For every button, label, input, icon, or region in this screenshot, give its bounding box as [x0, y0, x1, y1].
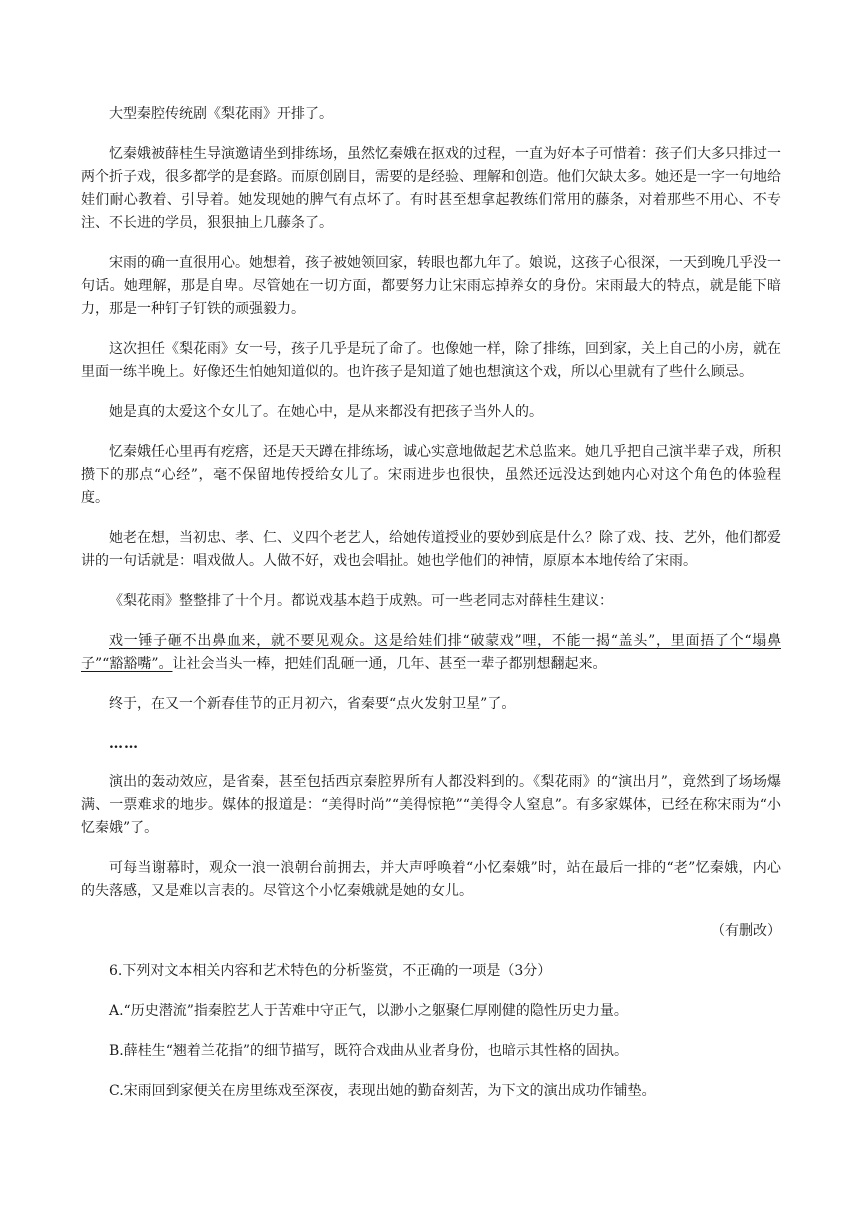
passage-paragraph-6: 忆秦娥任心里再有疙瘩，还是天天蹲在排练场，诚心实意地做起艺术总监来。她几乎把自己演半辈子戏，所积攒下的那点“心经”，毫不保留地传授给女儿了。宋雨进步也很快，虽然还远没达到她内心对这个角色的体验程度。 [81, 444, 781, 506]
option-b: B.薛桂生“翘着兰花指”的细节描写，既符合戏曲从业者身份，也暗示其性格的固执。 [109, 1043, 629, 1059]
passage-paragraph-5: 她是真的太爱这个女儿了。在她心中，是从来都没有把孩子当外人的。 [109, 404, 543, 420]
passage-paragraph-10: 终于，在又一个新春佳节的正月初六，省秦要“点火发射卫星”了。 [109, 696, 516, 712]
omission-ellipsis: …… [109, 736, 139, 752]
question-stem: 6.下列对文本相关内容和艺术特色的分析鉴赏，不正确的一项是（3分） [109, 963, 552, 979]
quote-tail: 让社会当头一棒，把娃们乱砸一通，几年、甚至一辈子都别想翻起来。 [172, 656, 607, 672]
option-c: C.宋雨回到家便关在房里练戏至深夜，表现出她的勤奋刻苦，为下文的演出成功作铺垫。 [109, 1083, 656, 1099]
passage-paragraph-4: 这次担任《梨花雨》女一号，孩子几乎是玩了命了。也像她一样，除了排练，回到家，关上自己的小房，就在里面一练半晚上。好像还生怕她知道似的。也许孩子是知道了她也想演这个戏，所以心里就有了些什么顾忌。 [81, 341, 781, 380]
document-content [81, 103, 781, 1120]
quoted-advice-paragraph [81, 630, 781, 676]
passage-paragraph-2: 忆秦娥被薛桂生导演邀请坐到排练场，虽然忆秦娥在抠戏的过程，一直为好本子可惜着：孩子们大多只排过一两个折子戏，很多都学的是套路。而原创剧目，需要的是经验、理解和创造。他们欠缺太多。她还是一字一句地给娃们耐心教着、引导着。她发现她的脾气有点坏了。有时甚至想拿起教练们常用的藤条，对着那些不用心、不专注、不长进的学员，狠狠抽上几藤条了。 [81, 146, 781, 231]
option-a: A.“历史潜流”指秦腔艺人于苦难中守正气，以渺小之躯聚仁厚刚健的隐性历史力量。 [109, 1003, 628, 1019]
passage-paragraph-8: 《梨花雨》整整排了十个月。都说戏基本趋于成熟。可一些老同志对薛桂生建议： [109, 593, 613, 609]
source-note: （有删改） [711, 923, 781, 939]
passage-paragraph-11: 演出的轰动效应，是省秦，甚至包括西京秦腔界所有人都没料到的。《梨花雨》的“演出月”，竟然到了场场爆满、一票难求的地步。媒体的报道是：“美得时尚”“美得惊艳”“美得令人窒息”。有多家媒体，已经在称宋雨为“小忆秦娥”了。 [81, 774, 781, 836]
passage-paragraph-3: 宋雨的确一直很用心。她想着，孩子被她领回家，转眼也都九年了。娘说，这孩子心很深，一天到晚几乎没一句话。她理解，那是自卑。尽管她在一切方面，都要努力让宋雨忘掉养女的身份。宋雨最大的特点，就是能下暗力，那是一种钉子钉铁的顽强毅力。 [81, 255, 781, 317]
passage-paragraph-7: 她老在想，当初忠、孝、仁、义四个老艺人，给她传道授业的要妙到底是什么？除了戏、技、艺外，他们都爱讲的一句话就是：唱戏做人。人做不好，戏也会唱扯。她也学他们的神情，原原本本地传给了宋雨。 [81, 530, 781, 569]
passage-paragraph-1: 大型秦腔传统剧《梨花雨》开排了。 [109, 106, 333, 122]
underlined-quote: 戏一锤子砸不出鼻血来，就不要见观众。这是给娃们排“破蒙戏”哩，不能一揭“盖头”，里面捂了个“塌鼻子”“豁豁嘴”。 [81, 633, 781, 672]
passage-paragraph-12: 可每当谢幕时，观众一浪一浪朝台前拥去，并大声呼唤着“小忆秦娥”时，站在最后一排的“老”忆秦娥，内心的失落感，又是难以言表的。尽管这个小忆秦娥就是她的女儿。 [81, 860, 781, 899]
